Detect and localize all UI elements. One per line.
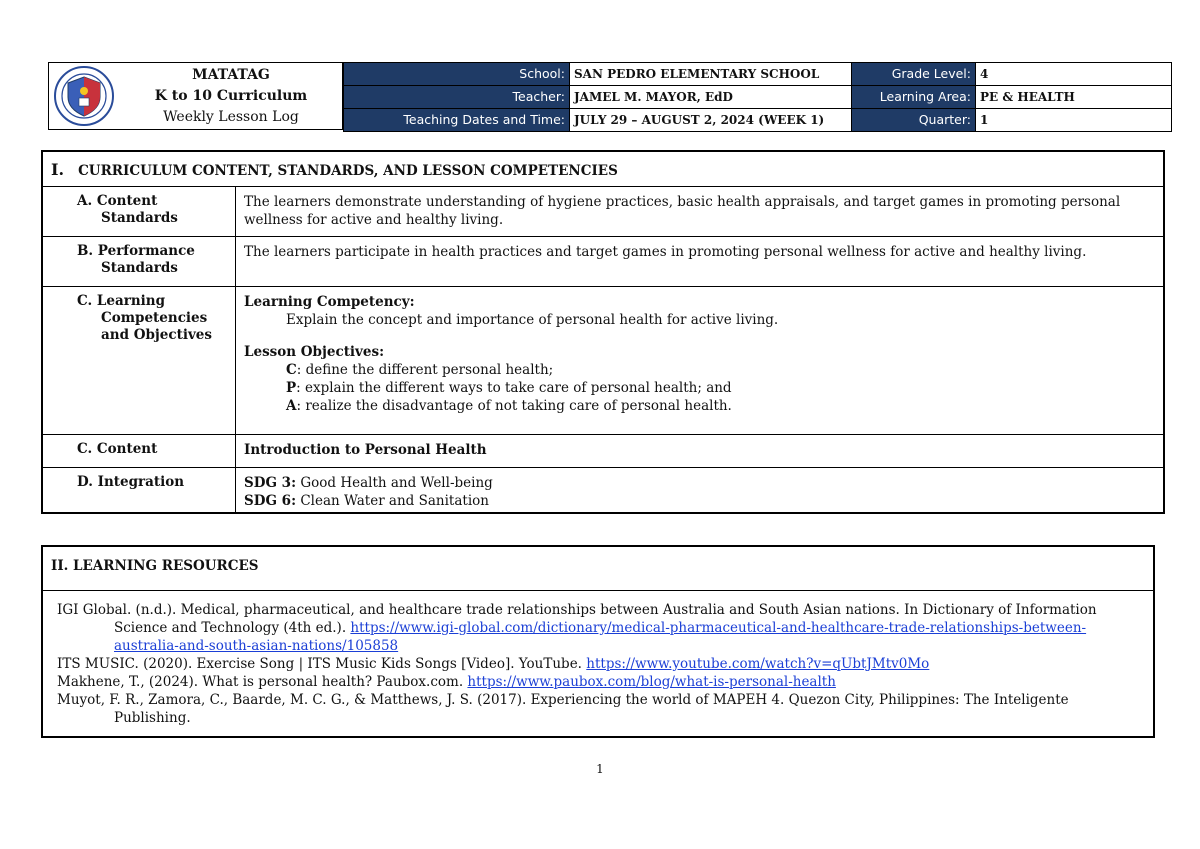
content-standards-text: The learners demonstrate understanding of hygiene practices, basic health appraisals, and target games in promoting personal wellness for active and healthy living. [244,194,1121,228]
section1-title [43,152,1163,187]
grade-value: 4 [976,63,1172,86]
page-number: 1 [596,762,604,776]
competency-statement: Explain the concept and importance of personal health for active living. [286,312,779,328]
quarter-label: Quarter: [852,109,976,132]
section2-title: II. LEARNING RESOURCES [43,547,1153,591]
sdg3-line: SDG 3: Good Health and Well-being [244,475,493,491]
dates-value: JULY 29 – AUGUST 2, 2024 (WEEK 1) [570,109,852,132]
row-content-standards [43,187,1163,237]
matatag-title: MATATAG [192,67,270,83]
sdg6-line: SDG 6: Clean Water and Sanitation [244,493,489,509]
integration-label: D. Integration [43,468,236,512]
content-text: Introduction to Personal Health [244,442,487,458]
objective-c: C: define the different personal health; [286,362,554,378]
objective-a: A: realize the disadvantage of not taking care of personal health. [286,398,732,414]
grade-label: Grade Level: [852,63,976,86]
area-value: PE & HEALTH [976,86,1172,109]
header-branding [48,62,343,130]
deped-seal-icon [53,65,115,127]
reference-3: Makhene, T., (2024). What is personal health? Paubox.com. https://www.paubox.com/blog/what-is-personal-health [57,674,836,690]
learning-resources-section [41,545,1155,738]
quarter-value: 1 [976,109,1172,132]
row-content [43,435,1163,468]
school-label: School: [344,63,570,86]
competency-heading: Learning Competency: [244,294,415,310]
reference-1: IGI Global. (n.d.). Medical, pharmaceutical, and healthcare trade relationships between Australia and South Asian nations. In Dictionary of Information Science and Technology (4th ed.). https://www.igi-global.com/dictionary/medical-pharmaceutical-and-healthcare-trade-relationships-between-australia-and-south-asian-nations/105858 [57,602,1097,654]
school-value: SAN PEDRO ELEMENTARY SCHOOL [570,63,852,86]
dates-label: Teaching Dates and Time: [344,109,570,132]
integration-text [236,468,1163,510]
teacher-label: Teacher: [344,86,570,109]
area-label: Learning Area: [852,86,976,109]
performance-standards-text: The learners participate in health practices and target games in promoting personal wellness for active and healthy living. [244,244,1087,260]
teacher-value: JAMEL M. MAYOR, EdD [570,86,852,109]
section1-heading: CURRICULUM CONTENT, STANDARDS, AND LESSON COMPETENCIES [78,163,618,179]
content-standards-label: A. Content Standards [43,187,236,236]
objective-p: P: explain the different ways to take care of personal health; and [286,380,732,396]
row-learning-competencies [43,287,1163,435]
curriculum-title: K to 10 Curriculum [154,88,308,104]
row-performance-standards [43,237,1163,287]
objectives-heading: Lesson Objectives: [244,344,385,360]
performance-standards-label: B. Performance Standards [43,237,236,286]
reference-1-link[interactable]: https://www.igi-global.com/dictionary/medical-pharmaceutical-and-healthcare-trade-relationships-between-australia-and-south-asian-nations/105858 [114,620,1087,654]
section1-numeral: I. [51,160,65,179]
curriculum-section [41,150,1165,514]
reference-2: ITS MUSIC. (2020). Exercise Song | ITS Music Kids Songs [Video]. YouTube. https://www.youtube.com/watch?v=qUbtJMtv0Mo [57,656,930,672]
header-info-table [343,62,1172,132]
reference-3-link[interactable]: https://www.paubox.com/blog/what-is-personal-health [467,674,836,690]
reference-2-link[interactable]: https://www.youtube.com/watch?v=qUbtJMtv0Mo [586,656,930,672]
references-list [57,601,1142,727]
row-integration [43,468,1163,512]
log-title: Weekly Lesson Log [163,109,299,125]
content-label: C. Content [43,435,236,467]
reference-4: Muyot, F. R., Zamora, C., Baarde, M. C. G., & Matthews, J. S. (2017). Experiencing the world of MAPEH 4. Quezon City, Philippines: The Inteligente Publishing. [57,692,1069,726]
competencies-label: C. Learning Competencies and Objectives [43,287,236,434]
curriculum-titles [121,65,341,128]
competencies-text [236,287,1163,415]
